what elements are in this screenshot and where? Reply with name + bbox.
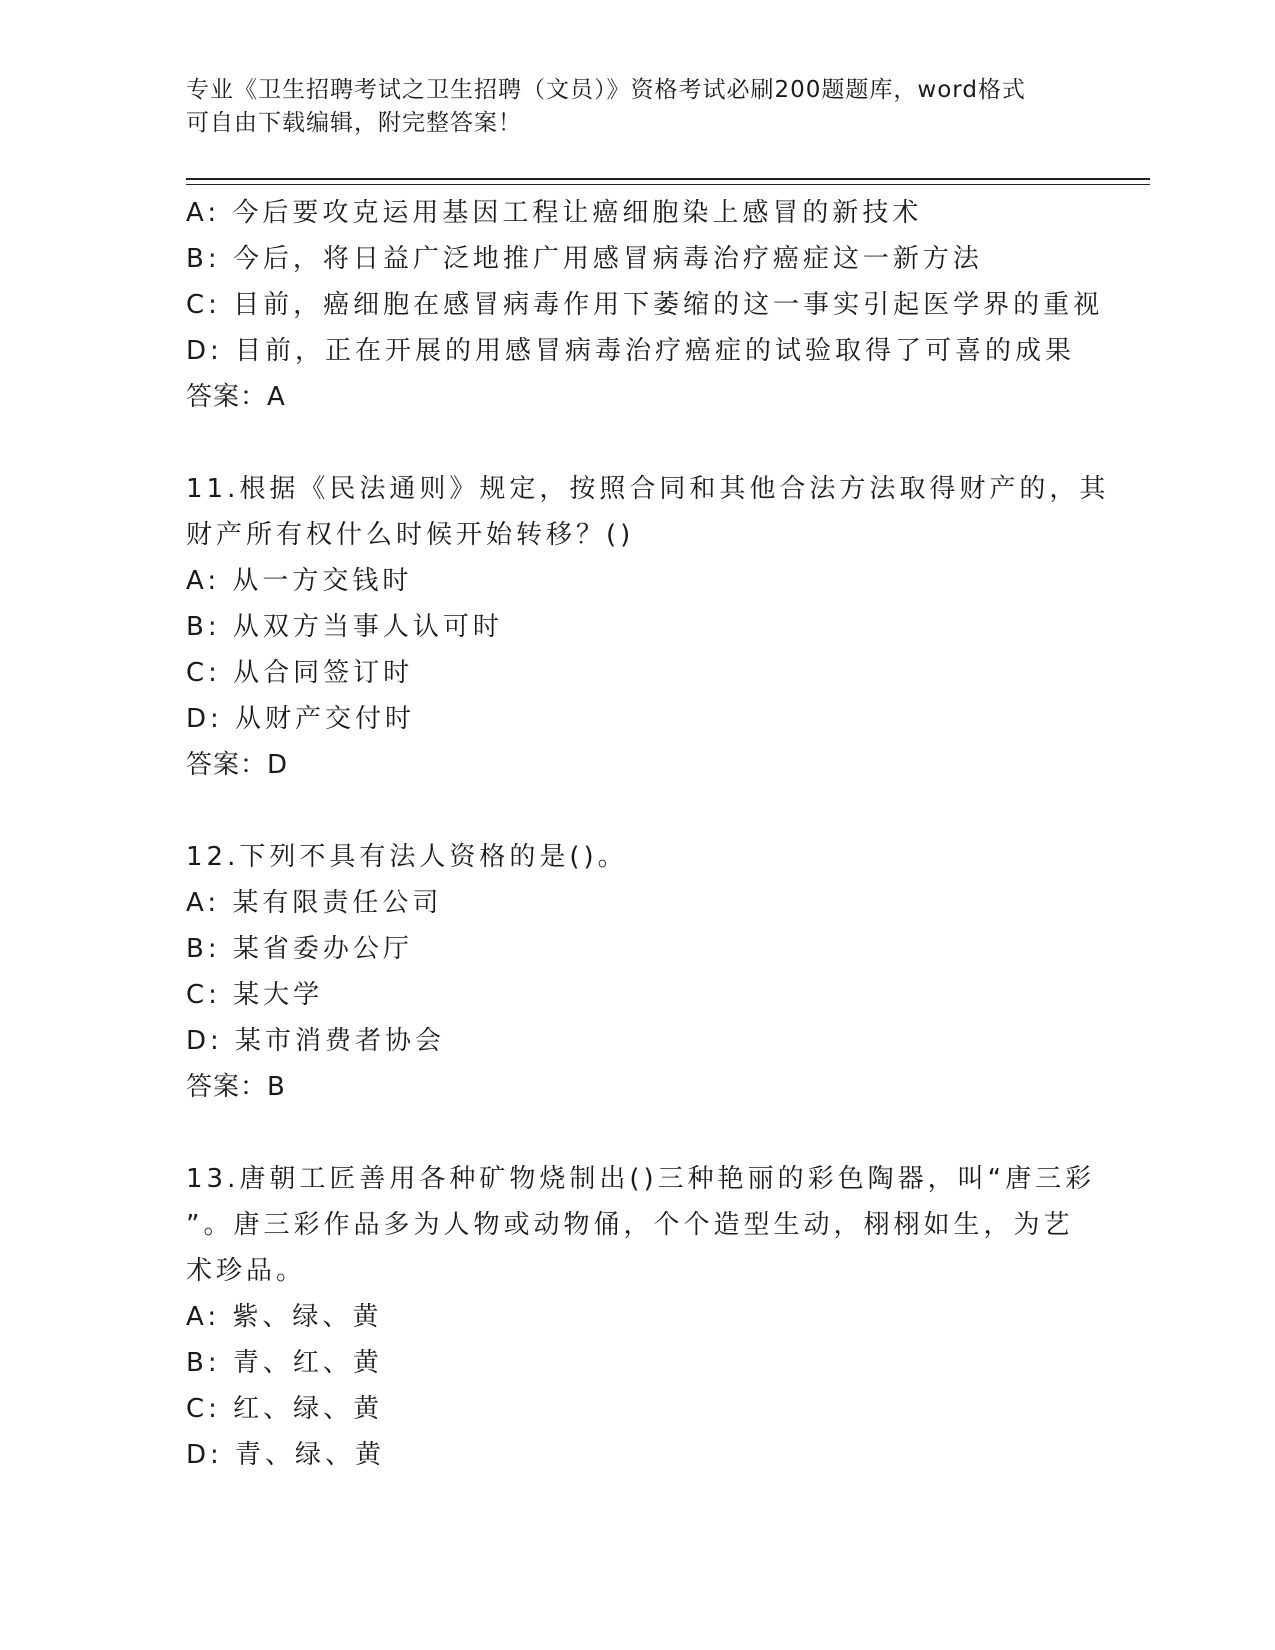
option-d: D: 目前，正在开展的用感冒病毒治疗癌症的试验取得了可喜的成果 xyxy=(186,336,1076,366)
question-stem-line: 13.唐朝工匠善用各种矿物烧制出()三种艳丽的彩色陶器，叫“唐三彩 xyxy=(186,1164,1096,1194)
option-a: A: 紫、绿、黄 xyxy=(186,1302,383,1332)
answer-line: 答案：D xyxy=(186,750,289,780)
option-d: D: 从财产交付时 xyxy=(186,704,416,734)
option-b: B: 今后，将日益广泛地推广用感冒病毒治疗癌症这一新方法 xyxy=(186,244,983,274)
question-12 xyxy=(186,834,1086,1110)
question-stem-line: 12.下列不具有法人资格的是()。 xyxy=(186,842,628,872)
option-b: B: 某省委办公厅 xyxy=(186,934,413,964)
header-divider-thick xyxy=(186,178,1150,180)
option-d: D: 青、绿、黄 xyxy=(186,1440,386,1470)
header-line-1: 专业《卫生招聘考试之卫生招聘（文员）》资格考试必刷200题题库，word格式 xyxy=(186,77,1026,103)
question-stem-line: 财产所有权什么时候开始转移？() xyxy=(186,520,635,550)
option-c: C: 某大学 xyxy=(186,980,324,1010)
question-11 xyxy=(186,466,1110,788)
document-header xyxy=(186,74,1066,140)
question-stem-line: 11.根据《民法通则》规定，按照合同和其他合法方法取得财产的，其 xyxy=(186,474,1110,504)
option-c: C: 从合同签订时 xyxy=(186,658,414,688)
question-stem-line: 术珍品。 xyxy=(186,1256,307,1286)
option-a: A: 某有限责任公司 xyxy=(186,888,443,918)
header-divider-thin xyxy=(186,184,1150,185)
question-content xyxy=(186,190,1110,1478)
answer-line: 答案：B xyxy=(186,1072,286,1102)
option-c: C: 目前，癌细胞在感冒病毒作用下萎缩的这一事实引起医学界的重视 xyxy=(186,290,1104,320)
option-a: A: 从一方交钱时 xyxy=(186,566,413,596)
question-13 xyxy=(186,1156,1096,1478)
option-b: B: 从双方当事人认可时 xyxy=(186,612,503,642)
prev-question-block xyxy=(186,190,1104,420)
option-d: D: 某市消费者协会 xyxy=(186,1026,446,1056)
option-c: C: 红、绿、黄 xyxy=(186,1394,384,1424)
option-b: B: 青、红、黄 xyxy=(186,1348,383,1378)
answer-line: 答案：A xyxy=(186,382,286,412)
question-stem-line: ”。唐三彩作品多为人物或动物俑，个个造型生动，栩栩如生，为艺 xyxy=(186,1210,1074,1240)
option-a: A: 今后要攻克运用基因工程让癌细胞染上感冒的新技术 xyxy=(186,198,923,228)
header-line-2: 可自由下载编辑，附完整答案！ xyxy=(186,110,522,136)
